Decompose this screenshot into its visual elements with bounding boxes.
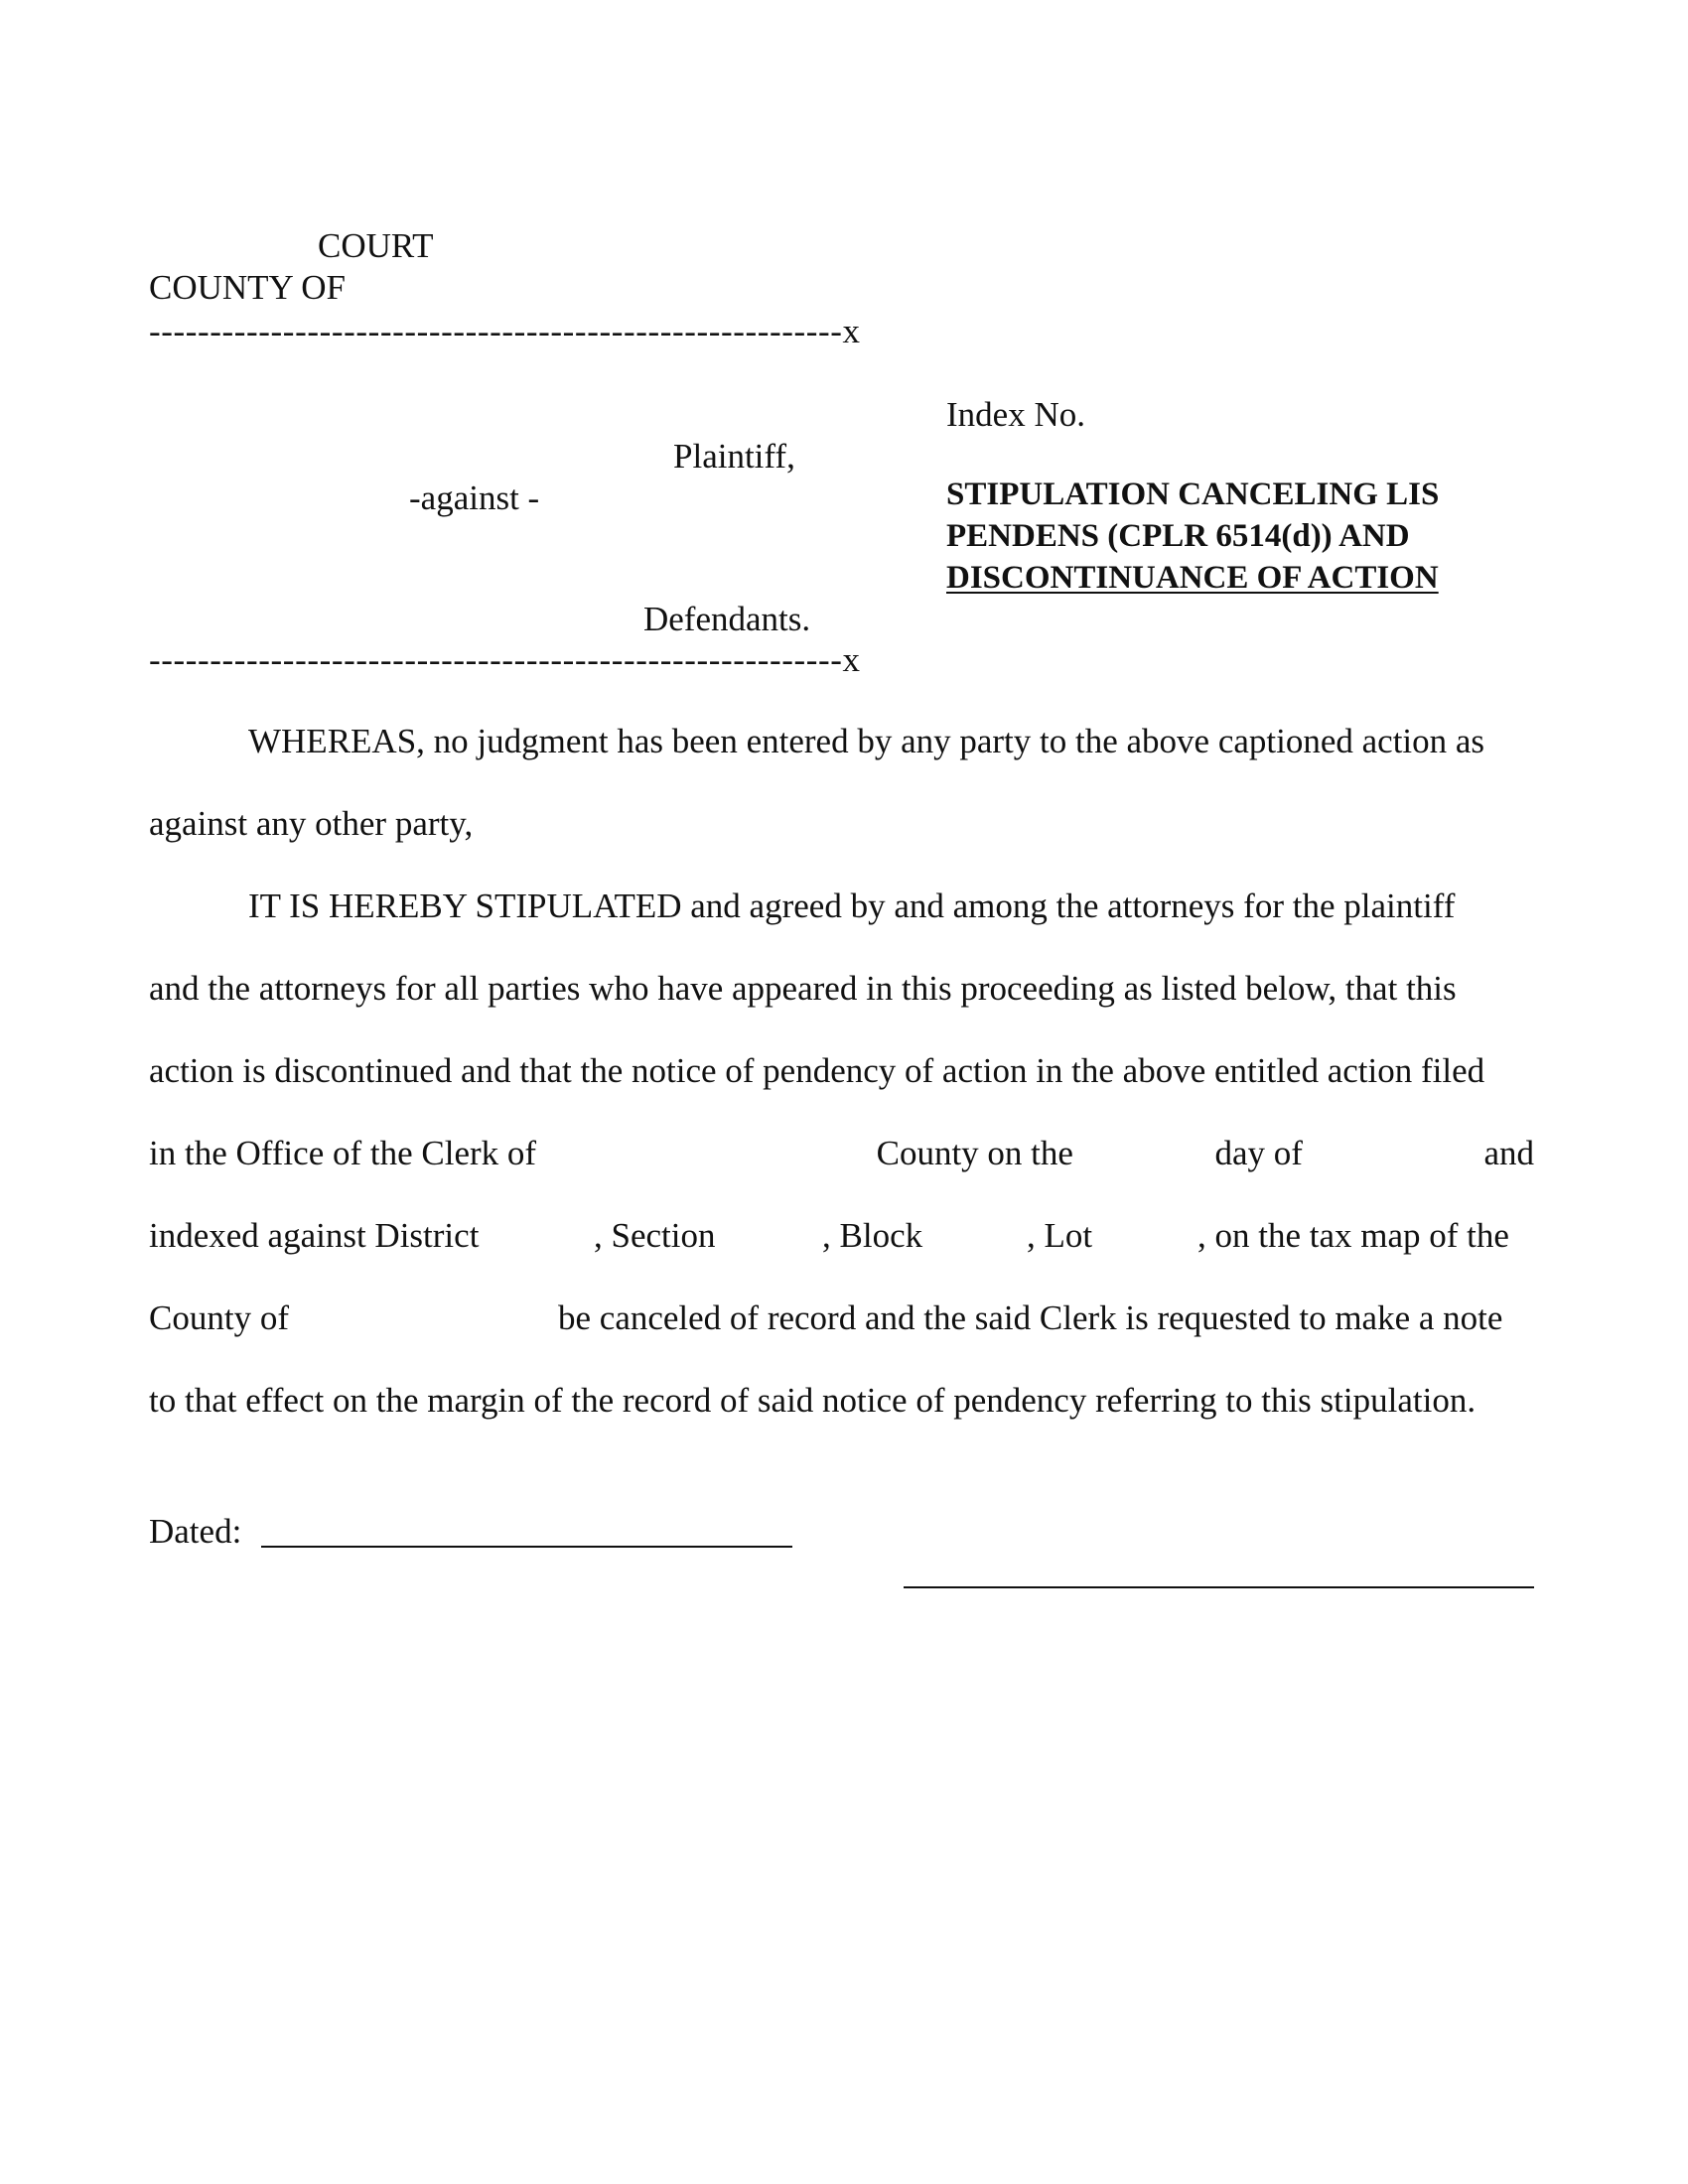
county-label: COUNTY OF bbox=[149, 268, 347, 307]
tax-map-text: , on the tax map of the bbox=[1197, 1216, 1509, 1255]
clerk-office-text: in the Office of the Clerk of bbox=[149, 1134, 537, 1172]
stipulation-line-7: to that effect on the margin of the record of said notice of pendency referring to this stipulation. bbox=[149, 1381, 1477, 1420]
attorney-signature-line[interactable] bbox=[904, 1586, 1534, 1588]
day-of-text: day of bbox=[1214, 1134, 1303, 1172]
county-of-text: County of bbox=[149, 1298, 289, 1337]
plaintiff-label: Plaintiff, bbox=[673, 437, 795, 476]
document-title-line-1: STIPULATION CANCELING LIS bbox=[946, 477, 1440, 512]
county-on-text: County on the bbox=[876, 1134, 1073, 1172]
canceled-of-record-text: be canceled of record and the said Clerk is requested to make a note bbox=[558, 1298, 1503, 1337]
stipulation-line-2: and the attorneys for all parties who have appeared in this proceeding as listed below, that this bbox=[149, 969, 1457, 1008]
document-title-line-3: DISCONTINUANCE OF ACTION bbox=[946, 560, 1439, 596]
dated-label: Dated: bbox=[149, 1512, 242, 1551]
defendants-label: Defendants. bbox=[643, 600, 811, 638]
stipulation-line-3: action is discontinued and that the notice of pendency of action in the above entitled action filed bbox=[149, 1051, 1485, 1090]
and-text: and bbox=[1483, 1134, 1534, 1172]
lot-text: , Lot bbox=[1027, 1216, 1093, 1255]
document-title-line-2: PENDENS (CPLR 6514(d)) AND bbox=[946, 518, 1410, 554]
caption-divider-bottom: ---------------------------------------------------------x bbox=[149, 640, 861, 679]
stipulation-line-1: IT IS HEREBY STIPULATED and agreed by and among the attorneys for the plaintiff bbox=[248, 887, 1456, 925]
index-number-label: Index No. bbox=[946, 395, 1085, 434]
caption-divider-top: ---------------------------------------------------------x bbox=[149, 312, 861, 350]
whereas-line-2: against any other party, bbox=[149, 804, 474, 843]
block-text: , Block bbox=[822, 1216, 923, 1255]
court-label: COURT bbox=[318, 226, 434, 265]
against-label: -against - bbox=[409, 478, 540, 517]
section-text: , Section bbox=[594, 1216, 716, 1255]
stipulation-line-4 bbox=[149, 1134, 1534, 1173]
district-text: indexed against District bbox=[149, 1216, 480, 1255]
dated-signature-line[interactable] bbox=[261, 1546, 792, 1548]
whereas-line-1: WHEREAS, no judgment has been entered by any party to the above captioned action as bbox=[248, 722, 1485, 760]
